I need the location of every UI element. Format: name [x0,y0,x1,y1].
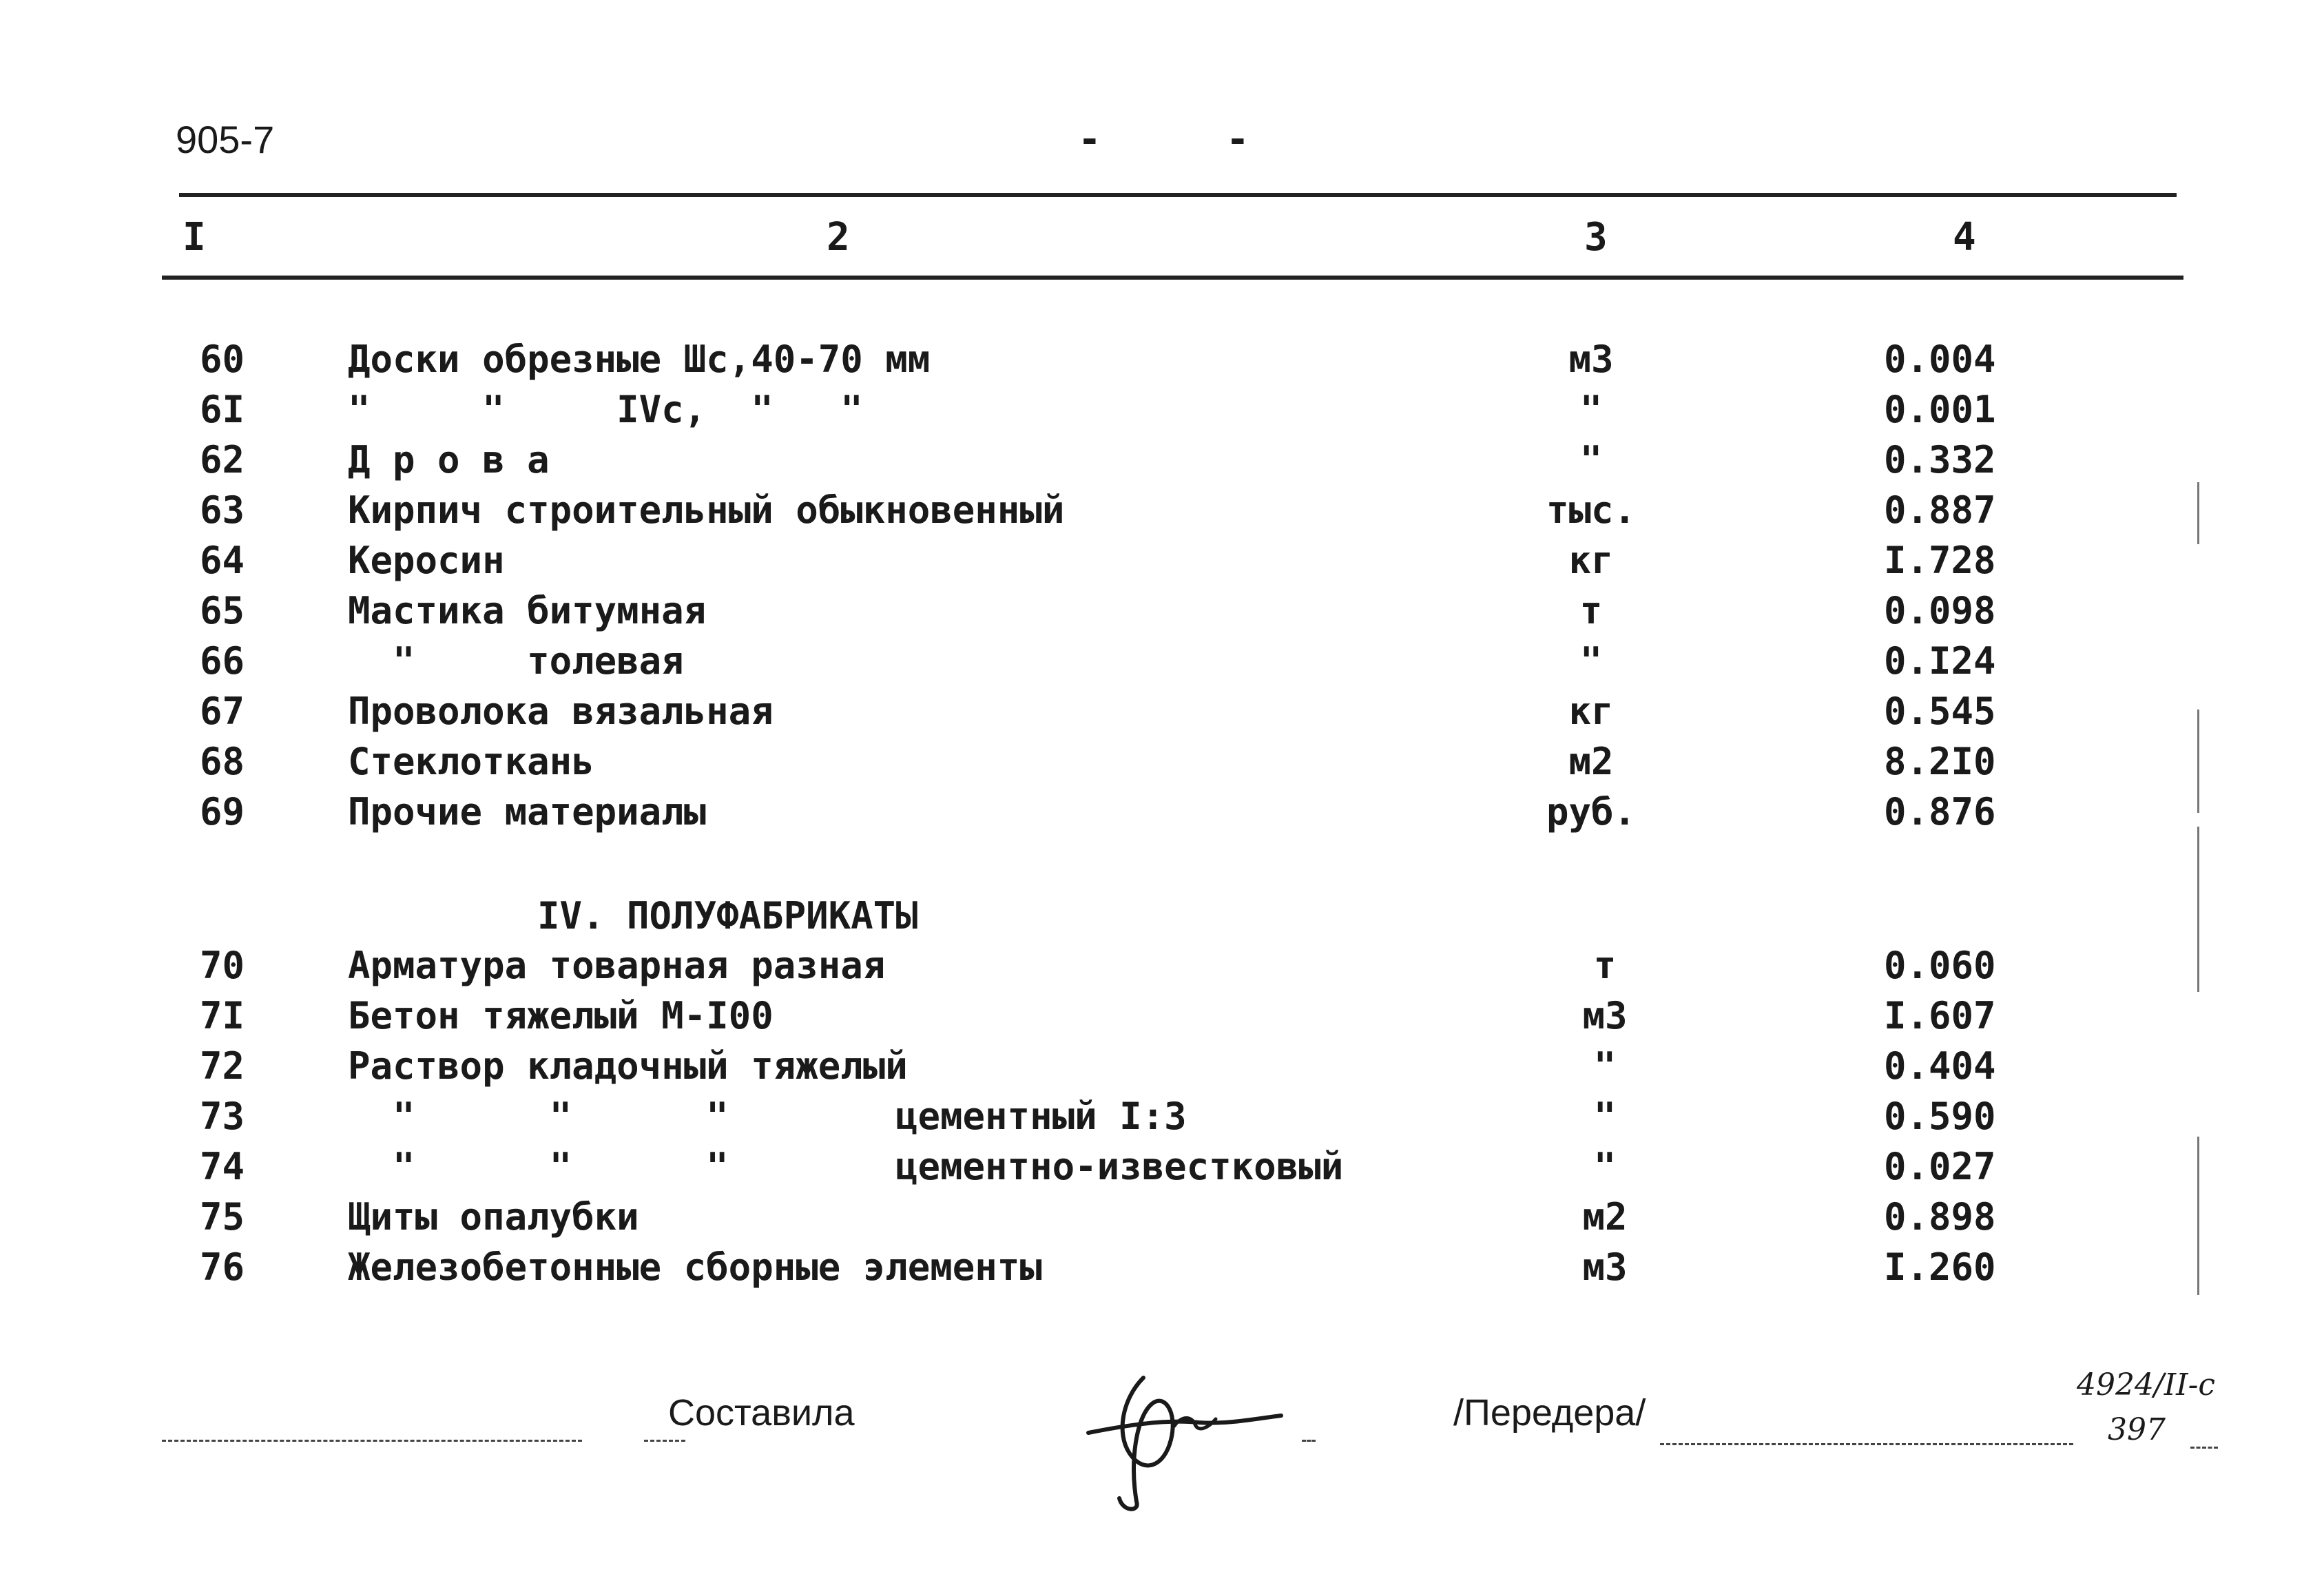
row-value: 0.098 [1884,589,1996,632]
table-row [0,944,2324,993]
footer-dashed-line-right [1660,1443,2073,1445]
signature-icon [1061,1350,1288,1515]
row-number: 67 [200,690,245,733]
row-unit: " [1593,1044,1617,1088]
row-number: 64 [200,539,245,582]
section-title: IV. ПОЛУФАБРИКАТЫ [537,894,918,938]
scan-edge-mark [2197,710,2199,813]
row-unit: тыс. [1546,488,1637,532]
signer-name: /Передера/ [1453,1392,1646,1433]
row-number: 72 [200,1044,245,1088]
column-header-2: 2 [827,215,850,260]
table-row [0,388,2324,437]
row-name: Бетон тяжелый М-I00 [348,994,774,1037]
row-value: 0.545 [1884,690,1996,733]
footer-dashed-line-left [162,1440,582,1442]
row-value: I.728 [1884,539,1996,582]
scan-edge-mark [2197,1137,2199,1295]
row-unit: м3 [1582,994,1628,1037]
row-name: Кирпич строительный обыкновенный [348,488,1065,532]
row-value: 0.004 [1884,338,1996,381]
row-number: 6I [200,388,245,431]
table-row [0,1044,2324,1094]
row-name: Стеклоткань [348,740,594,783]
row-number: 70 [200,944,245,987]
table-row [0,539,2324,588]
row-name: " " " [348,1095,729,1138]
row-number: 65 [200,589,245,632]
row-unit: м2 [1582,1195,1628,1239]
row-value: 0.I24 [1884,639,1996,683]
row-unit: руб. [1546,790,1637,834]
row-name: Керосин [348,539,505,582]
row-number: 60 [200,338,245,381]
table-row [0,790,2324,840]
row-value: 0.027 [1884,1145,1996,1188]
row-unit: " [1579,639,1603,683]
row-unit: " [1593,1145,1617,1188]
column-header-4: 4 [1953,215,1976,260]
archive-stamp-number: 4924/II-с [2077,1367,2216,1402]
row-unit: м3 [1582,1245,1628,1289]
row-number: 66 [200,639,245,683]
row-unit: т [1579,589,1603,632]
header-rule [162,276,2183,280]
row-unit: кг [1568,539,1614,582]
row-name: Д р о в а [348,438,550,482]
row-name-detail: цементный I:3 [895,1095,1187,1138]
row-number: 74 [200,1145,245,1188]
table-row [0,1145,2324,1194]
row-number: 75 [200,1195,245,1239]
row-unit: " [1593,1095,1617,1138]
row-value: 0.876 [1884,790,1996,834]
table-row [0,438,2324,488]
document-code: 905-7 [176,118,275,161]
table-row [0,740,2324,789]
row-number: 68 [200,740,245,783]
row-name: " " IVс, " " [348,388,863,431]
row-unit: м3 [1568,338,1614,381]
row-name: " толевая [348,639,684,683]
row-name-detail: цементно-известковый [895,1145,1344,1188]
table-row [0,690,2324,739]
page-mark-right: - [1226,117,1249,162]
row-number: 62 [200,438,245,482]
row-unit: " [1579,388,1603,431]
row-unit: кг [1568,690,1614,733]
table-row [0,589,2324,639]
top-rule [179,193,2177,197]
table-row [0,639,2324,689]
row-number: 76 [200,1245,245,1289]
row-name: " " " [348,1145,729,1188]
row-value: 0.404 [1884,1044,1996,1088]
row-name: Прочие материалы [348,790,707,834]
scan-edge-mark [2197,827,2199,992]
row-value: 0.898 [1884,1195,1996,1239]
column-header-3: 3 [1584,215,1608,260]
footer-dash-mid [1302,1440,1316,1442]
footer-dashed-line-short [644,1440,685,1442]
scan-edge-mark [2197,482,2199,544]
table-row [0,1245,2324,1295]
page-number: 397 [2108,1412,2166,1447]
row-name: Арматура товарная разная [348,944,886,987]
footer-dash-end [2190,1447,2218,1449]
row-value: 0.887 [1884,488,1996,532]
row-value: 0.001 [1884,388,1996,431]
page-mark-left: - [1078,117,1101,162]
row-name: Мастика битумная [348,589,707,632]
row-number: 69 [200,790,245,834]
row-value: 8.2I0 [1884,740,1996,783]
row-name: Раствор кладочный тяжелый [348,1044,908,1088]
row-number: 63 [200,488,245,532]
row-value: 0.332 [1884,438,1996,482]
row-value: 0.590 [1884,1095,1996,1138]
row-value: I.260 [1884,1245,1996,1289]
row-name: Доски обрезные Шс,40-70 мм [348,338,931,381]
table-row [0,1195,2324,1245]
row-value: I.607 [1884,994,1996,1037]
column-header-1: I [183,215,206,260]
table-row [0,994,2324,1044]
row-unit: м2 [1568,740,1614,783]
row-unit: " [1579,438,1603,482]
row-value: 0.060 [1884,944,1996,987]
row-number: 7I [200,994,245,1037]
table-row [0,488,2324,538]
row-name: Железобетонные сборные элементы [348,1245,1042,1289]
table-row [0,1095,2324,1144]
row-name: Щиты опалубки [348,1195,639,1239]
table-row [0,338,2324,387]
row-number: 73 [200,1095,245,1138]
compiled-by-label: Составила [668,1392,855,1433]
row-name: Проволока вязальная [348,690,774,733]
row-unit: т [1593,944,1617,987]
